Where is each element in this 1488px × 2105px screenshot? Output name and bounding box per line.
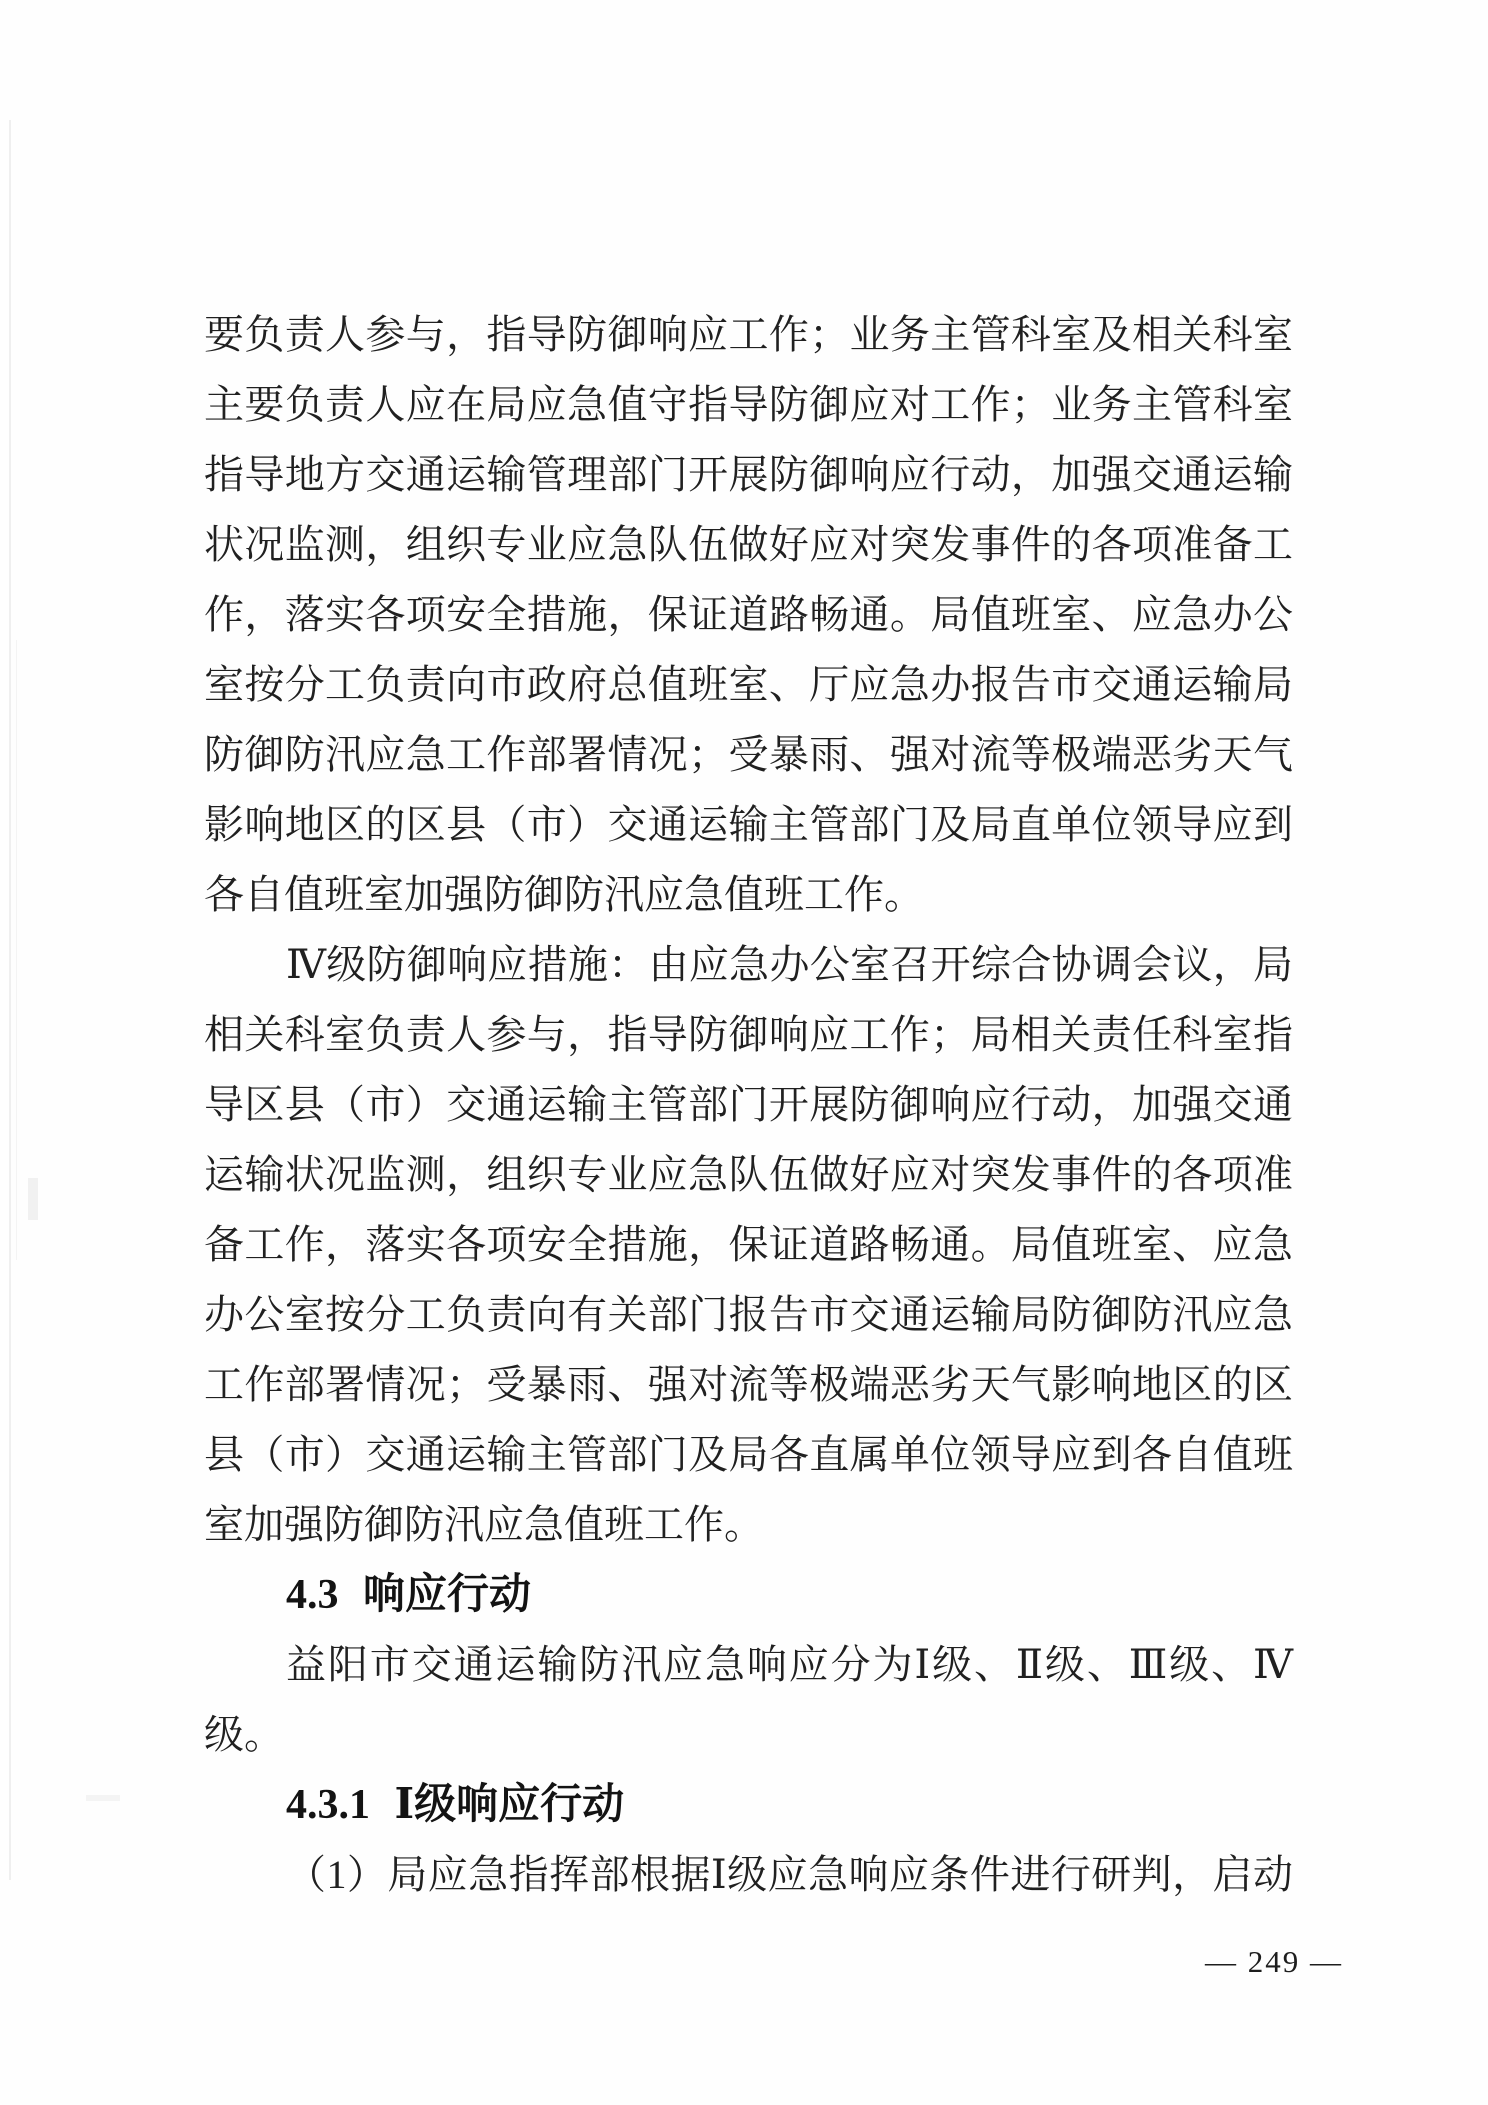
text-line: 状况监测，组织专业应急队伍做好应对突发事件的各项准备工 — [204, 522, 1293, 567]
scan-artifact — [16, 640, 17, 1260]
text-line: 影响地区的区县（市）交通运输主管部门及局直单位领导应到 — [204, 802, 1293, 847]
text-line: 运输状况监测，组织专业应急队伍做好应对突发事件的各项准 — [204, 1152, 1293, 1197]
text-line: 办公室按分工负责向有关部门报告市交通运输局防御防汛应急 — [204, 1292, 1293, 1337]
scan-artifact — [28, 1178, 38, 1220]
text-line: 益阳市交通运输防汛应急响应分为Ⅰ级、Ⅱ级、Ⅲ级、Ⅳ — [286, 1642, 1293, 1687]
text-line: 主要负责人应在局应急值守指导防御应对工作；业务主管科室 — [204, 382, 1293, 427]
text-line: （1）局应急指挥部根据Ⅰ级应急响应条件进行研判，启动 — [286, 1852, 1293, 1897]
text-line: 相关科室负责人参与，指导防御响应工作；局相关责任科室指 — [204, 1012, 1293, 1057]
text-line: Ⅳ级防御响应措施：由应急办公室召开综合协调会议，局 — [286, 942, 1293, 987]
document-body — [204, 300, 1293, 1910]
text-line: 防御防汛应急工作部署情况；受暴雨、强对流等极端恶劣天气 — [204, 732, 1293, 777]
page-number: — 249 — — [1205, 1944, 1343, 1979]
text-line: 指导地方交通运输管理部门开展防御响应行动，加强交通运输 — [204, 452, 1293, 497]
text-line: 室按分工负责向市政府总值班室、厅应急办报告市交通运输局 — [204, 662, 1293, 707]
scan-artifact — [86, 1795, 120, 1801]
text-line: 各自值班室加强防御防汛应急值班工作。 — [204, 872, 924, 917]
text-line: 导区县（市）交通运输主管部门开展防御响应行动，加强交通 — [204, 1082, 1293, 1127]
scan-artifact — [9, 120, 11, 1880]
text-line: 要负责人参与，指导防御响应工作；业务主管科室及相关科室 — [204, 312, 1293, 357]
text-line: 工作部署情况；受暴雨、强对流等极端恶劣天气影响地区的区 — [204, 1362, 1293, 1407]
section-heading-4-3-1: 4.3.1 Ⅰ级响应行动 — [286, 1782, 625, 1828]
text-line: 备工作，落实各项安全措施，保证道路畅通。局值班室、应急 — [204, 1222, 1293, 1267]
text-line: 级。 — [204, 1712, 284, 1757]
text-line: 县（市）交通运输主管部门及局各直属单位领导应到各自值班 — [204, 1432, 1293, 1477]
section-heading-4-3: 4.3 响应行动 — [286, 1572, 532, 1618]
text-line: 室加强防御防汛应急值班工作。 — [204, 1502, 764, 1547]
text-line: 作，落实各项安全措施，保证道路畅通。局值班室、应急办公 — [204, 592, 1293, 637]
